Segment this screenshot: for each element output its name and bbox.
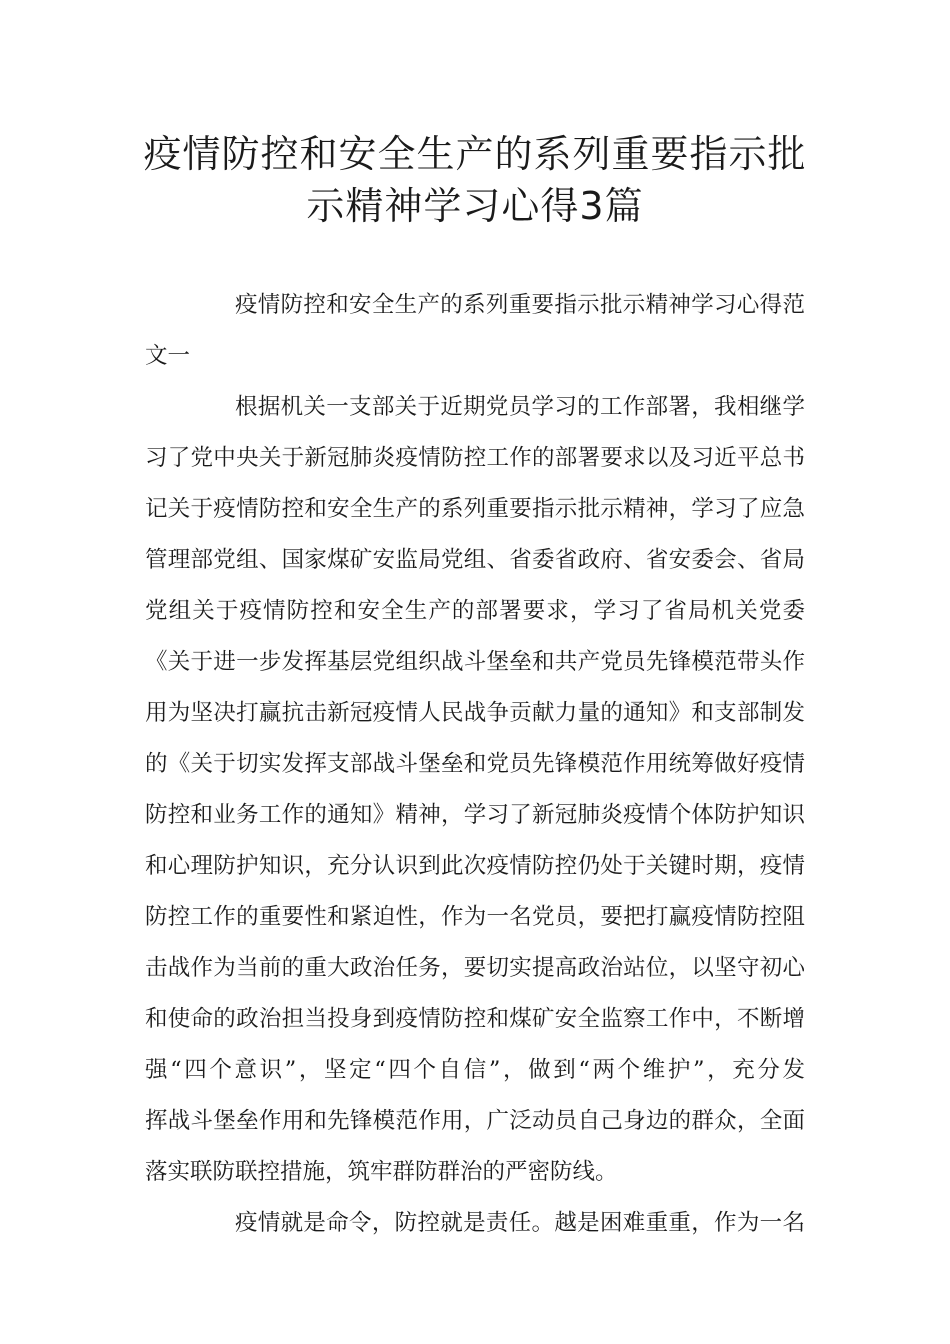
title-line: 疫情防控和安全生产的系列重要指示批 xyxy=(143,132,807,176)
paragraph-line: 疫情防控和安全生产的系列重要指示批示精神学习心得范 xyxy=(235,292,805,318)
paragraph-line: 用为坚决打赢抗击新冠疫情人民战争贡献力量的通知》和支部制发 xyxy=(145,700,805,726)
paragraph-line: 落实联防联控措施，筑牢群防群治的严密防线。 xyxy=(145,1159,618,1185)
paragraph-main xyxy=(145,382,805,1198)
paragraph-line: 根据机关一支部关于近期党员学习的工作部署，我相继学 xyxy=(235,394,805,420)
paragraph-line: 防控工作的重要性和紧迫性，作为一名党员，要把打赢疫情防控阻 xyxy=(145,904,805,930)
paragraph-line: 击战作为当前的重大政治任务，要切实提高政治站位，以坚守初心 xyxy=(145,955,805,981)
paragraph-line: 和使命的政治担当投身到疫情防控和煤矿安全监察工作中，不断增 xyxy=(145,1006,805,1032)
paragraph-line: 强“四个意识”，坚定“四个自信”，做到“两个维护”，充分发 xyxy=(145,1057,805,1083)
paragraph-line: 和心理防护知识，充分认识到此次疫情防控仍处于关键时期，疫情 xyxy=(145,853,805,879)
paragraph-line: 疫情就是命令，防控就是责任。越是困难重重，作为一名 xyxy=(235,1210,805,1236)
paragraph-line: 挥战斗堡垒作用和先锋模范作用，广泛动员自己身边的群众，全面 xyxy=(145,1108,805,1134)
paragraph-line: 习了党中央关于新冠肺炎疫情防控工作的部署要求以及习近平总书 xyxy=(145,445,805,471)
paragraph-line: 的《关于切实发挥支部战斗堡垒和党员先锋模范作用统筹做好疫情 xyxy=(145,751,805,777)
title-line: 示精神学习心得3篇 xyxy=(306,184,644,228)
paragraph-line: 记关于疫情防控和安全生产的系列重要指示批示精神，学习了应急 xyxy=(145,496,805,522)
paragraph-line: 防控和业务工作的通知》精神，学习了新冠肺炎疫情个体防护知识 xyxy=(145,802,805,828)
paragraph-line: 党组关于疫情防控和安全生产的部署要求，学习了省局机关党委 xyxy=(145,598,805,624)
paragraph-line: 文一 xyxy=(145,343,191,369)
document-body xyxy=(145,280,805,1249)
document-title xyxy=(120,128,830,232)
paragraph-subtitle xyxy=(145,280,805,382)
paragraph-continued xyxy=(145,1198,805,1249)
paragraph-line: 管理部党组、国家煤矿安监局党组、省委省政府、省安委会、省局 xyxy=(145,547,805,573)
paragraph-line: 《关于进一步发挥基层党组织战斗堡垒和共产党员先锋模范带头作 xyxy=(145,649,805,675)
